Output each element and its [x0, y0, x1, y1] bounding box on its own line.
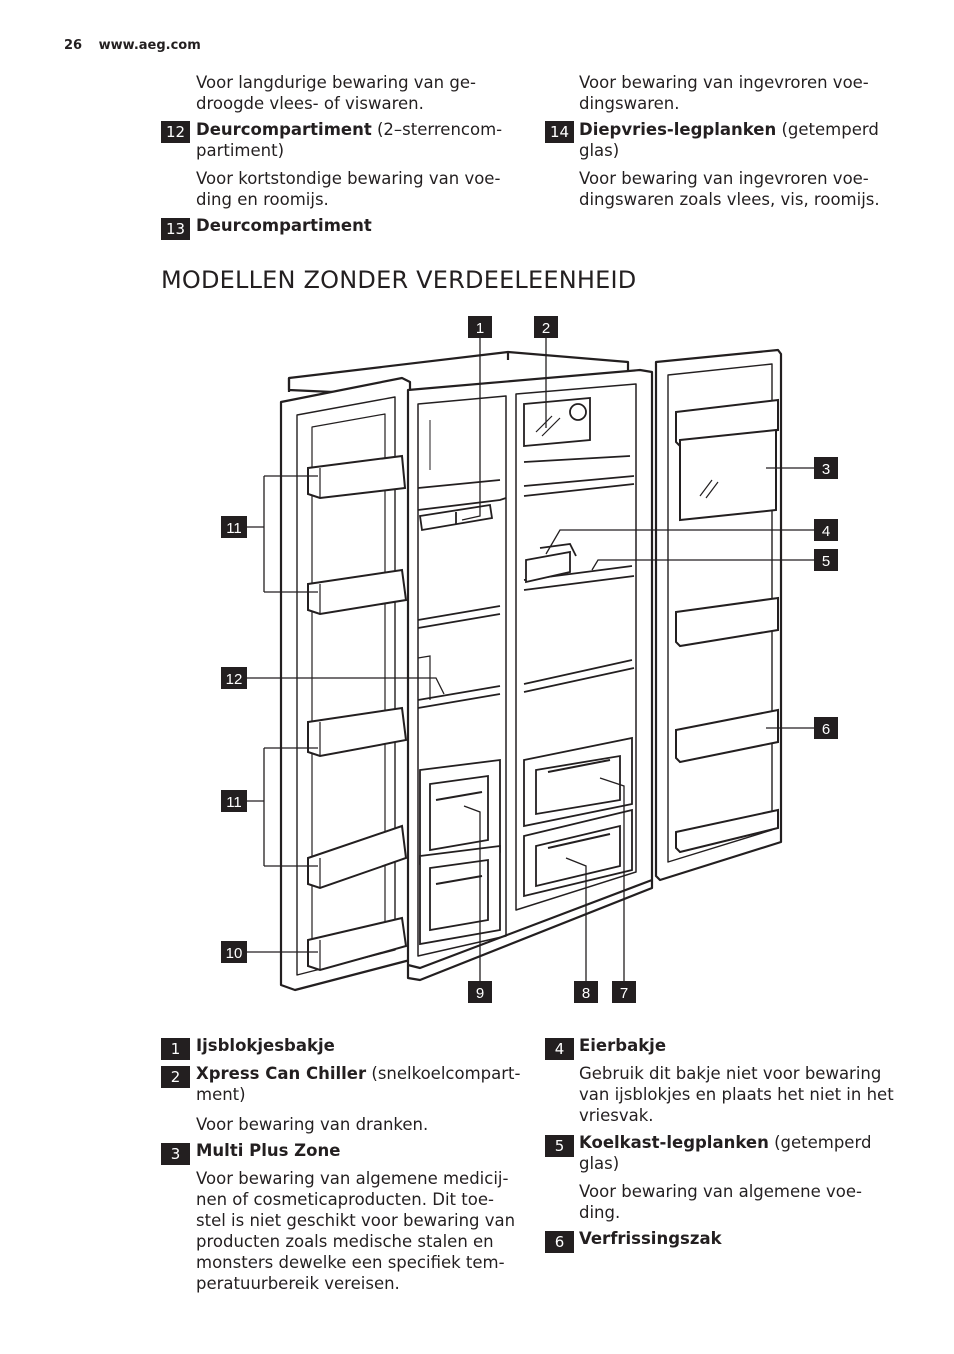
- intro-desc-right: Voor bewaring van ingevroren voe- dingswaren.: [579, 73, 869, 113]
- callout-4: 4: [821, 523, 831, 540]
- legend-3-title: Multi Plus Zone: [196, 1141, 341, 1160]
- legend-number-5: 5: [545, 1135, 574, 1157]
- legend-number-2: 2: [161, 1066, 190, 1088]
- intro-desc-left: Voor langdurige bewaring van ge- droogde vlees- of viswaren.: [196, 73, 476, 113]
- callout-3: 3: [821, 461, 831, 478]
- item-number-14: 14: [545, 121, 574, 143]
- callout-11-upper: 11: [226, 520, 242, 537]
- legend-2-heading: Xpress Can Chiller (snelkoelcompart- ment): [196, 1064, 521, 1104]
- callout-10: 10: [225, 945, 243, 962]
- site-url: www.aeg.com: [98, 38, 201, 53]
- callout-12: 12: [225, 671, 243, 688]
- legend-5-desc: Voor bewaring van algemene voe- ding.: [579, 1182, 862, 1222]
- item-12-heading: Deurcompartiment (2–sterrencom- partiment): [196, 120, 503, 160]
- legend-4-desc: Gebruik dit bakje niet voor bewaring van ijsblokjes en plaats het niet in het vriesvak.: [579, 1064, 894, 1125]
- callout-2: 2: [541, 320, 551, 337]
- legend-2-desc: Voor bewaring van dranken.: [196, 1115, 429, 1134]
- callout-6: 6: [821, 721, 831, 738]
- item-number-12: 12: [161, 121, 190, 143]
- item-13-title: Deurcompartiment: [196, 216, 372, 235]
- legend-1-title: Ijsblokjesbakje: [196, 1036, 335, 1055]
- item-14-desc: Voor bewaring van ingevroren voe- dingswaren zoals vlees, vis, roomijs.: [579, 169, 880, 209]
- callout-5: 5: [821, 553, 831, 570]
- legend-number-1: 1: [161, 1038, 190, 1060]
- legend-number-3: 3: [161, 1143, 190, 1165]
- legend-5-heading: Koelkast-legplanken (getemperd glas): [579, 1133, 872, 1173]
- item-12-desc: Voor kortstondige bewaring van voe- ding en roomijs.: [196, 169, 501, 209]
- legend-number-4: 4: [545, 1038, 574, 1060]
- legend-3-desc: Voor bewaring van algemene medicij- nen of cosmeticaproducten. Dit toe- stel is niet geschikt voor bewaring van producten zoals medische stalen en monsters dewelke een specifiek tem- peratuurbereik vereisen.: [196, 1169, 516, 1293]
- callout-8: 8: [581, 985, 591, 1002]
- callout-7: 7: [619, 985, 629, 1002]
- legend-4-title: Eierbakje: [579, 1036, 667, 1055]
- callout-11-lower: 11: [226, 794, 242, 811]
- legend-number-6: 6: [545, 1231, 574, 1253]
- item-14-heading: Diepvries-legplanken (getemperd glas): [579, 120, 879, 160]
- callout-9: 9: [475, 985, 485, 1002]
- callout-1: 1: [475, 320, 485, 337]
- section-title: MODELLEN ZONDER VERDEELEENHEID: [161, 266, 637, 294]
- item-number-13: 13: [161, 218, 190, 240]
- page-number: 26: [64, 38, 83, 53]
- legend-6-title: Verfrissingszak: [579, 1229, 722, 1248]
